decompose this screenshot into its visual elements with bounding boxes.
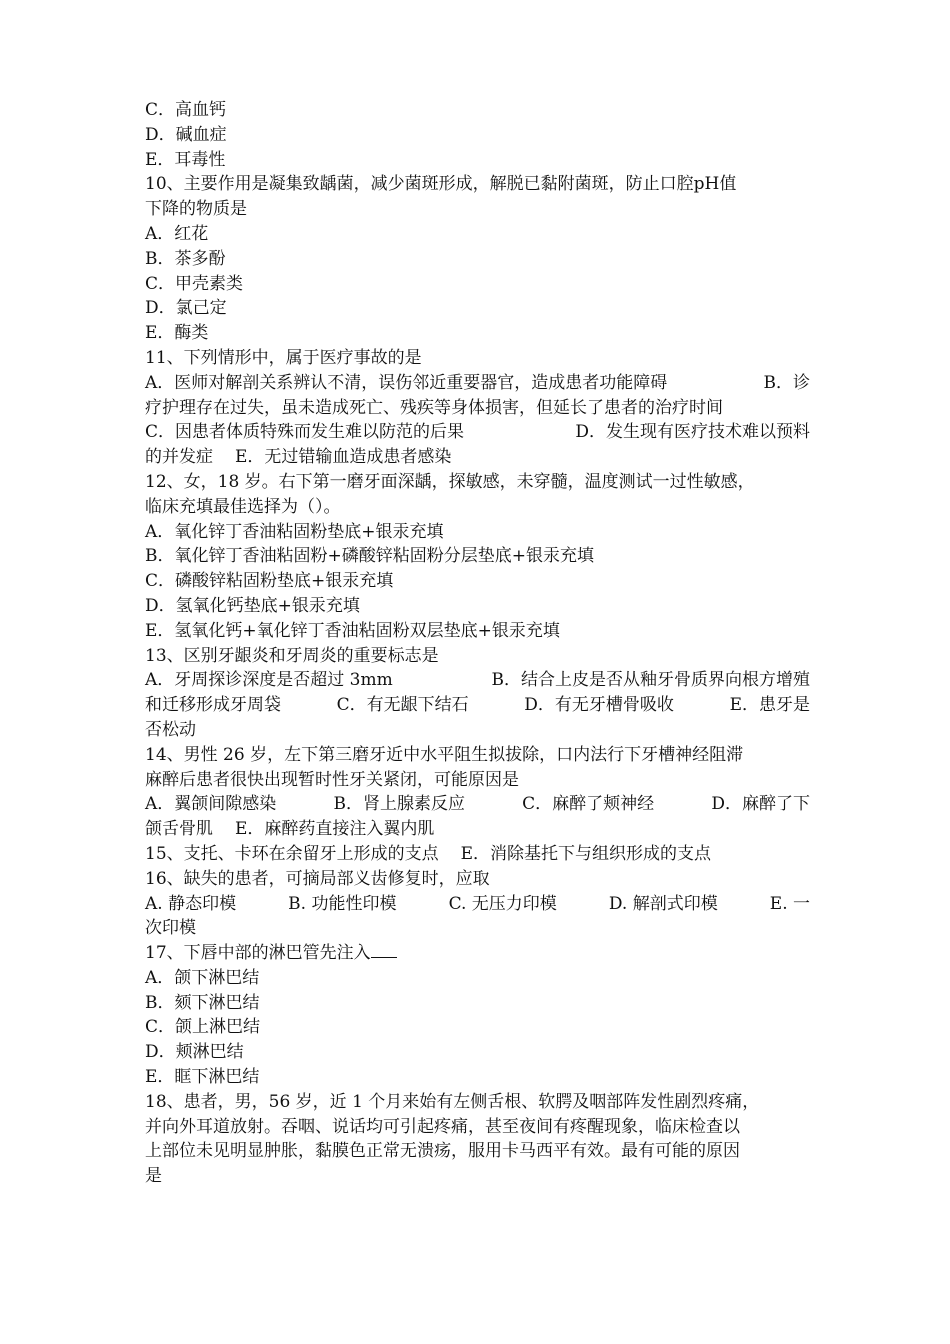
q16-option-b: B. 功能性印模 bbox=[288, 893, 397, 914]
q14-stem-line2: 麻醉后患者很快出现暂时性牙关紧闭，可能原因是 bbox=[145, 769, 519, 790]
q11-option-b-rest: 疗护理存在过失，虽未造成死亡、残疾等身体损害，但延长了患者的治疗时间 bbox=[145, 397, 723, 418]
q10-option-a: A．红花 bbox=[145, 223, 209, 244]
q17-stem: 17、下唇中部的淋巴管先注入 bbox=[145, 943, 371, 964]
q13-option-a: A．牙周探诊深度是否超过 3mm bbox=[145, 670, 393, 691]
q11-option-d-rest: 的并发症 bbox=[145, 447, 213, 468]
q13-option-b-rest: 和迁移形成牙周袋 bbox=[145, 695, 281, 716]
q13-option-e-rest: 否松动 bbox=[145, 719, 196, 740]
q11-line-c bbox=[145, 420, 810, 445]
q14-line-d-rest bbox=[145, 817, 810, 842]
q17-option-e: E．眶下淋巴结 bbox=[145, 1067, 260, 1088]
q14-line-a bbox=[145, 792, 810, 817]
q11-option-c: C．因患者体质特殊而发生难以防范的后果 bbox=[145, 422, 465, 443]
q11-option-a: A．医师对解剖关系辨认不清，误伤邻近重要器官，造成患者功能障碍 bbox=[145, 372, 668, 393]
q14-option-d-start: D．麻醉了下 bbox=[711, 794, 810, 815]
q14-option-c: C．麻醉了颊神经 bbox=[522, 794, 655, 815]
q16-option-d: D. 解剖式印模 bbox=[608, 893, 718, 914]
q14-stem-line1: 14、男性 26 岁，左下第三磨牙近中水平阻生拟拔除，口内法行下牙槽神经阻滞 bbox=[145, 744, 744, 765]
q10-stem-line2: 下降的物质是 bbox=[145, 199, 247, 220]
q13-option-e-start: E．患牙是 bbox=[729, 695, 810, 716]
q17-option-d: D．颊淋巴结 bbox=[145, 1042, 244, 1063]
q18-line1: 18、患者，男，56 岁，近 1 个月来始有左侧舌根、软腭及咽部阵发性剧烈疼痛， bbox=[145, 1091, 760, 1112]
q13-line-a bbox=[145, 668, 810, 693]
q11-option-e: E．无过错输血造成患者感染 bbox=[235, 447, 452, 468]
q14-option-d-rest: 颌舌骨肌 bbox=[145, 819, 213, 840]
q11-option-d-start: D．发生现有医疗技术难以预料 bbox=[575, 422, 810, 443]
q17-option-a: A．颌下淋巴结 bbox=[145, 967, 260, 988]
q11-stem: 11、下列情形中，属于医疗事故的是 bbox=[145, 347, 422, 368]
document-page bbox=[145, 98, 810, 1189]
q15-text: 15、支托、卡环在余留牙上形成的支点 bbox=[145, 843, 439, 864]
q13-line-b bbox=[145, 693, 810, 718]
q16-option-e-start: E. 一 bbox=[769, 893, 810, 914]
q12-option-a: A．氧化锌丁香油粘固粉垫底+银汞充填 bbox=[145, 521, 444, 542]
q12-stem-line1: 12、女，18 岁。右下第一磨牙面深龋，探敏感，未穿髓，温度测试一过性敏感， bbox=[145, 471, 755, 492]
q9-option-d: D．碱血症 bbox=[145, 124, 227, 145]
q12-option-d: D．氢氧化钙垫底+银汞充填 bbox=[145, 595, 360, 616]
q10-stem-line1: 10、主要作用是凝集致龋菌，减少菌斑形成，解脱已黏附菌斑，防止口腔pH值 bbox=[145, 174, 737, 195]
q15-option-e: E．消除基托下与组织形成的支点 bbox=[460, 843, 712, 864]
q14-option-b: B．肾上腺素反应 bbox=[333, 794, 465, 815]
q13-option-d: D．有无牙槽骨吸收 bbox=[524, 695, 674, 716]
q10-option-b: B．茶多酚 bbox=[145, 248, 226, 269]
q14-option-e: E．麻醉药直接注入翼内肌 bbox=[235, 819, 435, 840]
q11-line-d-rest bbox=[145, 445, 810, 470]
q16-option-a: A. 静态印模 bbox=[145, 893, 237, 914]
q15-line bbox=[145, 842, 810, 867]
q11-line-a bbox=[145, 371, 810, 396]
q14-option-a: A．翼颌间隙感染 bbox=[145, 794, 277, 815]
answer-blank bbox=[371, 941, 397, 958]
q16-line-a bbox=[145, 892, 810, 917]
q12-option-b: B．氧化锌丁香油粘固粉+磷酸锌粘固粉分层垫底+银汞充填 bbox=[145, 546, 594, 567]
q16-stem: 16、缺失的患者，可摘局部义齿修复时，应取 bbox=[145, 868, 490, 889]
q10-option-e: E．酶类 bbox=[145, 323, 209, 344]
q12-stem-line2: 临床充填最佳选择为（）。 bbox=[145, 496, 341, 517]
q18-line3: 上部位未见明显肿胀，黏膜色正常无溃疡，服用卡马西平有效。最有可能的原因 bbox=[145, 1141, 740, 1162]
q18-line2: 并向外耳道放射。吞咽、说话均可引起疼痛，甚至夜间有疼醒现象，临床检查以 bbox=[145, 1116, 740, 1137]
q11-option-b-start: B．诊 bbox=[763, 372, 810, 393]
q10-option-c: C．甲壳素类 bbox=[145, 273, 244, 294]
q10-option-d: D．氯己定 bbox=[145, 298, 227, 319]
q13-option-b-start: B．结合上皮是否从釉牙骨质界向根方增殖 bbox=[491, 670, 810, 691]
q12-option-c: C．磷酸锌粘固粉垫底+银汞充填 bbox=[145, 571, 394, 592]
q18-line4: 是 bbox=[145, 1166, 162, 1187]
q13-stem: 13、区别牙龈炎和牙周炎的重要标志是 bbox=[145, 645, 439, 666]
q16-option-c: C. 无压力印模 bbox=[448, 893, 557, 914]
q9-option-e: E．耳毒性 bbox=[145, 149, 226, 170]
q17-option-c: C．颌上淋巴结 bbox=[145, 1017, 261, 1038]
q17-option-b: B．颏下淋巴结 bbox=[145, 992, 260, 1013]
q16-option-e-rest: 次印模 bbox=[145, 918, 196, 939]
q13-option-c: C．有无龈下结石 bbox=[336, 695, 469, 716]
q17-stem-line bbox=[145, 941, 810, 966]
q9-option-c: C．高血钙 bbox=[145, 100, 227, 120]
q12-option-e: E．氢氧化钙+氧化锌丁香油粘固粉双层垫底+银汞充填 bbox=[145, 620, 560, 641]
